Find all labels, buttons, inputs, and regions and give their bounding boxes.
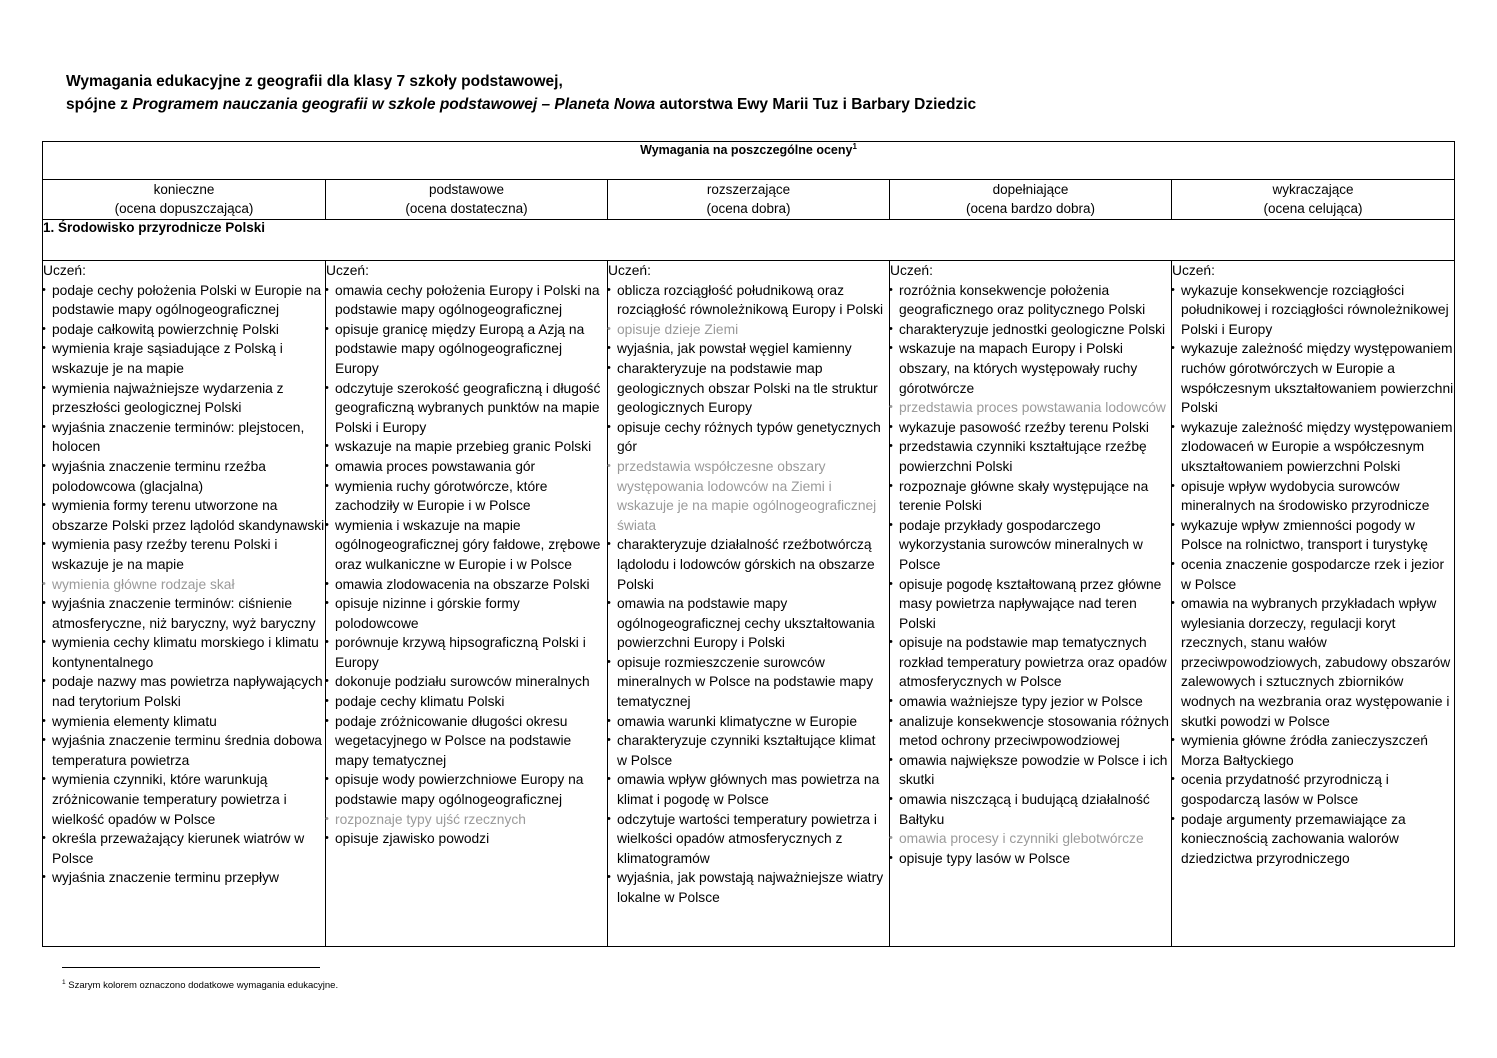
requirement-item: • rozróżnia konsekwencje położenia geograficznego oraz politycznego Polski (890, 281, 1171, 320)
grade-name: podstawowe (428, 182, 505, 197)
requirement-item: • przedstawia współczesne obszary występowania lodowców na Ziemi i wskazuje je na mapie ogólnogeograficznej świata (608, 457, 889, 535)
requirement-item: • wskazuje na mapach Europy i Polski obszary, na których występowały ruchy górotwórcze (890, 339, 1171, 398)
requirement-item: • charakteryzuje jednostki geologiczne Polski (890, 320, 1171, 340)
requirement-item: • określa przeważający kierunek wiatrów w Polsce (43, 829, 325, 868)
requirement-item: • wyjaśnia znaczenie terminu średnia dobowa temperatura powietrza (43, 731, 325, 770)
requirement-item: • opisuje typy lasów w Polsce (890, 849, 1171, 869)
footnote-mark: 1 (62, 979, 66, 986)
requirement-item: • wymienia główne rodzaje skał (43, 575, 325, 595)
requirement-item: • omawia na podstawie mapy ogólnogeograficznej cechy ukształtowania powierzchni Europy i Polski (608, 594, 889, 653)
requirement-item: • opisuje cechy różnych typów genetycznych gór (608, 418, 889, 457)
document-title (66, 70, 1466, 116)
requirement-item: • podaje argumenty przemawiające za koniecznością zachowania walorów dziedzictwa przyrodniczego (1172, 810, 1454, 869)
grade-header-1 (326, 180, 608, 220)
requirement-item: • opisuje wody powierzchniowe Europy na podstawie mapy ogólnogeograficznej (326, 770, 607, 809)
requirement-item: • podaje przykłady gospodarczego wykorzystania surowców mineralnych w Polsce (890, 516, 1171, 575)
grade-value: (ocena bardzo dobra) (965, 201, 1096, 216)
requirement-item: • omawia procesy i czynniki glebotwórcze (890, 829, 1171, 849)
requirement-item: • wyjaśnia, jak powstają najważniejsze wiatry lokalne w Polsce (608, 868, 889, 907)
section-title: 1. Środowisko przyrodnicze Polski (43, 220, 1455, 261)
requirement-item: • omawia wpływ głównych mas powietrza na klimat i pogodę w Polsce (608, 770, 889, 809)
requirement-item: • oblicza rozciągłość południkową oraz rozciągłość równoleżnikową Europy i Polski (608, 281, 889, 320)
requirement-item: • opisuje dzieje Ziemi (608, 320, 889, 340)
requirement-item: • porównuje krzywą hipsograficzną Polski i Europy (326, 633, 607, 672)
grade-name: rozszerzające (706, 182, 791, 197)
requirements-column-2 (608, 261, 890, 947)
requirements-column-3 (890, 261, 1172, 947)
requirement-item: • opisuje pogodę kształtowaną przez główne masy powietrza napływające nad teren Polski (890, 575, 1171, 634)
requirement-item: • podaje nazwy mas powietrza napływających nad terytorium Polski (43, 672, 325, 711)
grade-name: dopełniające (992, 182, 1069, 197)
requirement-item: • wymienia główne źródła zanieczyszczeń Morza Bałtyckiego (1172, 731, 1454, 770)
requirements-list (890, 281, 1171, 869)
requirement-item: • wyjaśnia znaczenie terminów: ciśnienie atmosferyczne, niż baryczny, wyż baryczny (43, 594, 325, 633)
requirement-item: • wykazuje pasowość rzeźby terenu Polski (890, 418, 1171, 438)
requirement-item: • opisuje na podstawie map tematycznych rozkład temperatury powietrza oraz opadów atmosferycznych w Polsce (890, 633, 1171, 692)
requirement-item: • wyjaśnia znaczenie terminów: plejstocen, holocen (43, 418, 325, 457)
requirement-item: • wykazuje wpływ zmienności pogody w Polsce na rolnictwo, transport i turystykę (1172, 516, 1454, 555)
table-header-label: Wymagania na poszczególne oceny (640, 143, 853, 158)
requirement-item: • przedstawia czynniki kształtujące rzeźbę powierzchni Polski (890, 437, 1171, 476)
requirement-item: • omawia na wybranych przykładach wpływ wylesiania dorzeczy, regulacji koryt rzecznych, stanu wałów przeciwpowodziowych, zabudowy obszarów zalewowych i sztucznych zbiorników wodnych na wezbrania oraz występowanie i skutki powodzi w Polsce (1172, 594, 1454, 731)
requirement-item: • wyjaśnia, jak powstał węgiel kamienny (608, 339, 889, 359)
requirement-item: • wykazuje zależność między występowaniem ruchów górotwórczych w Europie a współczesnym ukształtowaniem powierzchni Polski (1172, 339, 1454, 417)
requirements-list (1172, 281, 1454, 869)
requirements-column-1 (326, 261, 608, 947)
requirement-item: • wymienia ruchy górotwórcze, które zachodziły w Europie i w Polsce (326, 477, 607, 516)
grade-header-4 (1172, 180, 1455, 220)
program-name: Programem nauczania geografii w szkole podstawowej – Planeta Nowa (132, 96, 656, 113)
grade-value: (ocena dostateczna) (405, 201, 528, 216)
requirement-item: • wymienia pasy rzeźby terenu Polski i wskazuje je na mapie (43, 535, 325, 574)
requirement-item: • wyjaśnia znaczenie terminu rzeźba polodowcowa (glacjalna) (43, 457, 325, 496)
requirement-item: • omawia niszczącą i budującą działalność Bałtyku (890, 790, 1171, 829)
footnote-separator (62, 967, 320, 968)
requirement-item: • analizuje konsekwencje stosowania różnych metod ochrony przeciwpowodziowej (890, 712, 1171, 751)
requirements-table (42, 141, 1455, 947)
requirement-item: • wymienia czynniki, które warunkują zróżnicowanie temperatury powietrza i wielkość opadów w Polsce (43, 770, 325, 829)
requirement-item: • omawia największe powodzie w Polsce i ich skutki (890, 751, 1171, 790)
footnote-reference: 1 (852, 142, 857, 151)
grade-name: wykraczające (1272, 182, 1354, 197)
grade-value: (ocena celująca) (1263, 201, 1363, 216)
requirement-item: • podaje całkowitą powierzchnię Polski (43, 320, 325, 340)
requirement-item: • podaje cechy położenia Polski w Europie na podstawie mapy ogólnogeograficznej (43, 281, 325, 320)
table-header (43, 142, 1455, 180)
requirement-item: • wskazuje na mapie przebieg granic Polski (326, 437, 607, 457)
grade-header-0 (43, 180, 326, 220)
requirement-item: • odczytuje wartości temperatury powietrza i wielkości opadów atmosferycznych z klimatogramów (608, 810, 889, 869)
requirement-item: • wymienia i wskazuje na mapie ogólnogeograficznej góry fałdowe, zrębowe oraz wulkaniczne w Europie i w Polsce (326, 516, 607, 575)
requirement-item: • omawia ważniejsze typy jezior w Polsce (890, 692, 1171, 712)
requirement-item: • odczytuje szerokość geograficzną i długość geograficzną wybranych punktów na mapie Polski i Europy (326, 379, 607, 438)
column-intro: Uczeń: (326, 263, 369, 278)
grade-value: (ocena dopuszczająca) (114, 201, 254, 216)
requirement-item: • omawia warunki klimatyczne w Europie (608, 712, 889, 732)
requirements-list (326, 281, 607, 849)
requirement-item: • ocenia znaczenie gospodarcze rzek i jezior w Polsce (1172, 555, 1454, 594)
requirement-item: • omawia zlodowacenia na obszarze Polski (326, 575, 607, 595)
requirement-item: • rozpoznaje typy ujść rzecznych (326, 810, 607, 830)
requirement-item: • wymienia kraje sąsiadujące z Polską i wskazuje je na mapie (43, 339, 325, 378)
requirement-item: • opisuje nizinne i górskie formy polodowcowe (326, 594, 607, 633)
requirement-item: • charakteryzuje na podstawie map geologicznych obszar Polski na tle struktur geologicznych Europy (608, 359, 889, 418)
title-line-1: Wymagania edukacyjne z geografii dla klasy 7 szkoły podstawowej, (66, 73, 563, 90)
requirement-item: • opisuje zjawisko powodzi (326, 829, 607, 849)
grade-value: (ocena dobra) (706, 201, 791, 216)
title-line-2 (66, 93, 1466, 116)
column-intro: Uczeń: (608, 263, 651, 278)
requirement-item: • dokonuje podziału surowców mineralnych (326, 672, 607, 692)
requirement-item: • charakteryzuje działalność rzeźbotwórczą lądolodu i lodowców górskich na obszarze Polski (608, 535, 889, 594)
requirement-item: • wyjaśnia znaczenie terminu przepływ (43, 868, 325, 888)
requirement-item: • wymienia najważniejsze wydarzenia z przeszłości geologicznej Polski (43, 379, 325, 418)
requirement-item: • charakteryzuje czynniki kształtujące klimat w Polsce (608, 731, 889, 770)
requirement-item: • ocenia przydatność przyrodniczą i gospodarczą lasów w Polsce (1172, 770, 1454, 809)
requirement-item: • podaje zróżnicowanie długości okresu wegetacyjnego w Polsce na podstawie mapy tematycznej (326, 712, 607, 771)
requirement-item: • wykazuje konsekwencje rozciągłości południkowej i rozciągłości równoleżnikowej Polski i Europy (1172, 281, 1454, 340)
requirement-item: • omawia proces powstawania gór (326, 457, 607, 477)
footnote (62, 979, 338, 991)
requirement-item: • wykazuje zależność między występowaniem zlodowaceń w Europie a współczesnym ukształtowaniem powierzchni Polski (1172, 418, 1454, 477)
grade-header-2 (608, 180, 890, 220)
column-intro: Uczeń: (1172, 263, 1215, 278)
requirements-column-4 (1172, 261, 1455, 947)
requirement-item: • opisuje rozmieszczenie surowców mineralnych w Polsce na podstawie mapy tematycznej (608, 653, 889, 712)
footnote-text: Szarym kolorem oznaczono dodatkowe wymagania edukacyjne. (65, 980, 339, 992)
requirements-list (43, 281, 325, 888)
column-intro: Uczeń: (890, 263, 933, 278)
grade-header-3 (890, 180, 1172, 220)
requirement-item: • przedstawia proces powstawania lodowców (890, 398, 1171, 418)
requirements-list (608, 281, 889, 908)
requirement-item: • wymienia formy terenu utworzone na obszarze Polski przez lądolód skandynawski (43, 496, 325, 535)
column-intro: Uczeń: (43, 263, 86, 278)
requirements-column-0 (43, 261, 326, 947)
requirement-item: • wymienia elementy klimatu (43, 712, 325, 732)
title-authors: autorstwa Ewy Marii Tuz i Barbary Dziedzic (655, 96, 977, 113)
requirement-item: • omawia cechy położenia Europy i Polski na podstawie mapy ogólnogeograficznej (326, 281, 607, 320)
requirement-item: • opisuje granicę między Europą a Azją na podstawie mapy ogólnogeograficznej Europy (326, 320, 607, 379)
requirement-item: • wymienia cechy klimatu morskiego i klimatu kontynentalnego (43, 633, 325, 672)
requirement-item: • rozpoznaje główne skały występujące na terenie Polski (890, 477, 1171, 516)
requirement-item: • podaje cechy klimatu Polski (326, 692, 607, 712)
grade-name: konieczne (153, 182, 215, 197)
title-prefix: spójne z (66, 96, 133, 113)
requirement-item: • opisuje wpływ wydobycia surowców mineralnych na środowisko przyrodnicze (1172, 477, 1454, 516)
